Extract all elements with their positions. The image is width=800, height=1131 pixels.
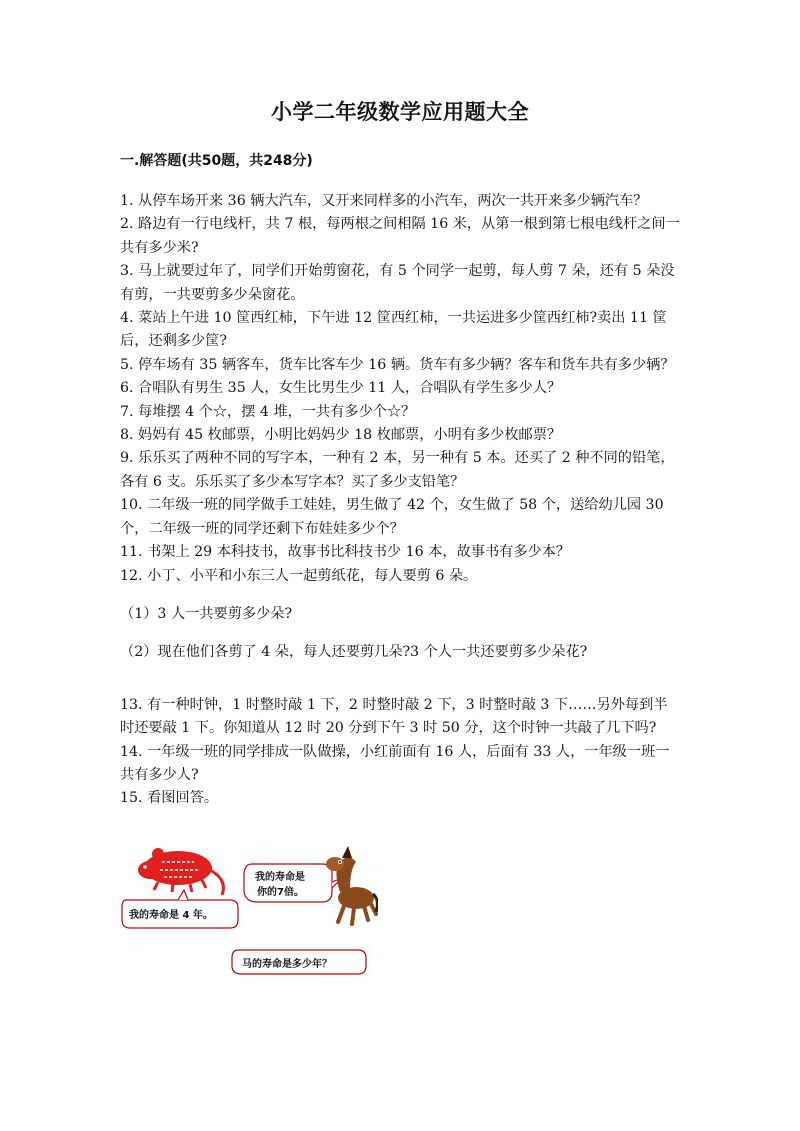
mouse-speech-bubble bbox=[122, 890, 238, 928]
question-12: 12. 小丁、小平和小东三人一起剪纸花，每人要剪 6 朵。 bbox=[120, 567, 478, 584]
question-2: 2. 路边有一行电线杆，共 7 根，每两根之间相隔 16 米，从第一根到第七根电线杆之间一共有多少米? bbox=[120, 216, 680, 256]
question-list bbox=[120, 190, 680, 811]
question-5: 5. 停车场有 35 辆客车，货车比客车少 16 辆。货车有多少辆？客车和货车共有多少辆？ bbox=[120, 356, 675, 373]
question-14: 14. 一年级一班的同学排成一队做操，小红前面有 16 人，后面有 33 人，一年级一班一共有多少人? bbox=[120, 743, 670, 783]
sub-question-2: （2）现在他们各剪了 4 朵，每人还要剪几朵?3 个人一共还要剪多少朵花? bbox=[120, 644, 588, 661]
lifespan-figure bbox=[118, 840, 378, 980]
question-7: 7. 每堆摆 4 个☆，摆 4 堆，一共有多少个☆？ bbox=[120, 403, 416, 420]
question-8: 8. 妈妈有 45 枚邮票，小明比妈妈少 18 枚邮票，小明有多少枚邮票？ bbox=[120, 427, 562, 444]
question-3: 3. 马上就要过年了，同学们开始剪窗花，有 5 个同学一起剪，每人剪 7 朵，还有 5 朵没有剪，一共要剪多少朵窗花。 bbox=[120, 263, 675, 303]
sub-question-1: （1）3 人一共要剪多少朵? bbox=[120, 605, 293, 622]
question-15: 15. 看图回答。 bbox=[120, 790, 219, 807]
page-title: 小学二年级数学应用题大全 bbox=[271, 100, 529, 124]
question-9: 9. 乐乐买了两种不同的写字本，一种有 2 本，另一种有 5 本。还买了 2 种不同的铅笔，各有 6 支。乐乐买了多少本写字本？买了多少支铅笔？ bbox=[120, 450, 675, 490]
section-heading: 一.解答题(共50题，共248分) bbox=[120, 153, 313, 169]
mouse-papercut-icon bbox=[138, 848, 224, 895]
question-6: 6. 合唱队有男生 35 人，女生比男生少 11 人，合唱队有学生多少人？ bbox=[120, 380, 562, 397]
horse-bubble-line2: 你的7倍。 bbox=[257, 887, 304, 898]
question-bubble-text: 马的寿命是多少年？ bbox=[242, 959, 332, 970]
question-4: 4. 菜站上午进 10 筐西红柿，下午进 12 筐西红柿，一共运进多少筐西红柿?卖出 11 筐后，还剩多少筐? bbox=[120, 310, 667, 350]
horse-bubble-line1: 我的寿命是 bbox=[255, 872, 305, 883]
mouse-bubble-text: 我的寿命是 4 年。 bbox=[129, 910, 213, 921]
question-speech-bubble bbox=[232, 950, 366, 974]
question-10: 10. 二年级一班的同学做手工娃娃，男生做了 42 个，女生做了 58 个，送给幼儿园 30 个，二年级一班的同学还剩下布娃娃多少个？ bbox=[120, 497, 664, 537]
question-13: 13. 有一种时钟，1 时整时敲 1 下，2 时整时敲 2 下，3 时整时敲 3 下……另外每到半时还要敲 1 下。你知道从 12 时 20 分到下午 3 时 50 分，这个时钟一共敲了几下吗? bbox=[120, 696, 668, 737]
question-11: 11. 书架上 29 本科技书，故事书比科技书少 16 本，故事书有多少本？ bbox=[120, 544, 571, 561]
question-1: 1. 从停车场开来 36 辆大汽车，又开来同样多的小汽车，两次一共开来多少辆汽车？ bbox=[120, 193, 648, 209]
horse-speech-bubble bbox=[244, 864, 342, 902]
